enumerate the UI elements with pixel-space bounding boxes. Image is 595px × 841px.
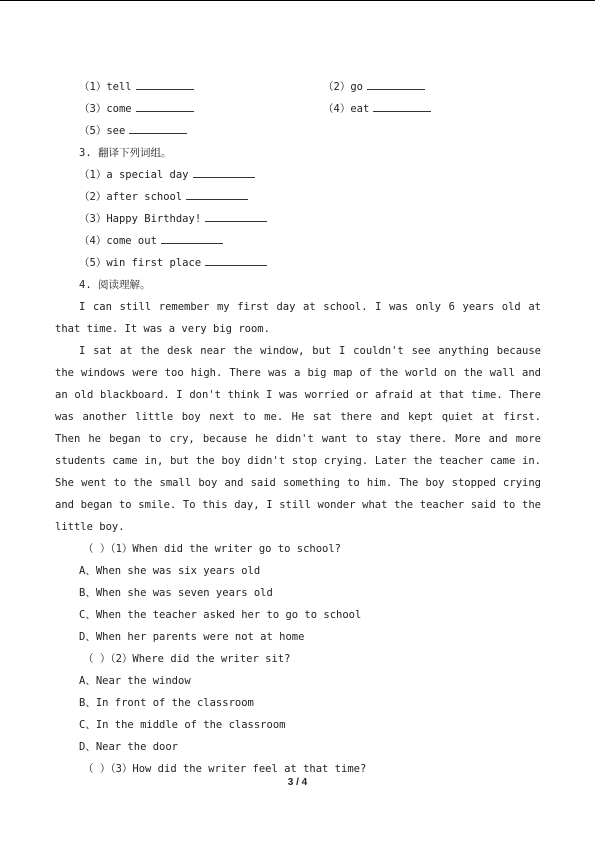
answer-blank[interactable] <box>136 78 194 90</box>
question-2-option-c: C、In the middle of the classroom <box>79 719 286 731</box>
answer-blank[interactable] <box>367 78 425 90</box>
answer-blank[interactable] <box>136 100 194 112</box>
answer-blank[interactable] <box>373 100 431 112</box>
part2-row-2 <box>55 98 541 120</box>
part3-item-label: （4）come out <box>79 235 157 247</box>
part3-item <box>55 252 541 274</box>
question-3-stem: （ ）（3）How did the writer feel at that time? <box>83 763 367 775</box>
question-1-option-b: B、When she was seven years old <box>79 587 273 599</box>
part2-item-1: （1）tell <box>79 81 132 93</box>
question-1-option-a: A、When she was six years old <box>79 565 261 577</box>
part3-item <box>55 186 541 208</box>
part3-item <box>55 208 541 230</box>
part3-item <box>55 164 541 186</box>
answer-blank[interactable] <box>161 232 223 244</box>
part3-item-label: （2）after school <box>79 191 183 203</box>
answer-blank[interactable] <box>193 166 255 178</box>
part2-row-3 <box>55 120 541 142</box>
page-content <box>55 76 541 780</box>
reading-paragraph-1: I can still remember my first day at school. I was only 6 years old at that time. It was a very big room. <box>55 301 541 335</box>
answer-blank[interactable] <box>129 122 187 134</box>
answer-blank[interactable] <box>205 254 267 266</box>
question-1-option-c: C、When the teacher asked her to go to school <box>79 609 362 621</box>
reading-paragraph-2: I sat at the desk near the window, but I couldn't see anything because the windows were too high. There was a big map of the world on the wall and an old blackboard. I don't think I was worried or afraid at that time. There was another little boy next to me. He sat there and kept quiet at first. Then he began to cry, because he didn't want to stay there. More and more students came in, but the boy didn't stop crying. Later the teacher came in. She went to the small boy and said something to him. The boy stopped crying and began to smile. To this day, I still wonder what the teacher said to the little boy. <box>55 345 541 533</box>
part4-title: 4. 阅读理解。 <box>79 279 151 291</box>
page-number: 3 / 4 <box>287 777 308 788</box>
question-2-stem: （ ）（2）Where did the writer sit? <box>83 653 291 665</box>
part2-item-5: （5）see <box>79 125 126 137</box>
question-1-stem: （ ）（1）When did the writer go to school? <box>83 543 342 555</box>
answer-blank[interactable] <box>205 210 267 222</box>
part2-item-4: （4）eat <box>323 103 370 115</box>
part2-item-2: （2）go <box>323 81 363 93</box>
part3-item-label: （1）a special day <box>79 169 189 181</box>
part3-item <box>55 230 541 252</box>
part3-item-label: （3）Happy Birthday! <box>79 213 202 225</box>
part2-item-3: （3）come <box>79 103 132 115</box>
part3-item-label: （5）win first place <box>79 257 202 269</box>
question-1-option-d: D、When her parents were not at home <box>79 631 305 643</box>
part2-row-1 <box>55 76 541 98</box>
answer-blank[interactable] <box>186 188 248 200</box>
top-rule <box>0 0 595 1</box>
question-2-option-a: A、Near the window <box>79 675 191 687</box>
part3-title: 3. 翻译下列词组。 <box>79 147 172 159</box>
question-2-option-b: B、In front of the classroom <box>79 697 254 709</box>
question-2-option-d: D、Near the door <box>79 741 179 753</box>
